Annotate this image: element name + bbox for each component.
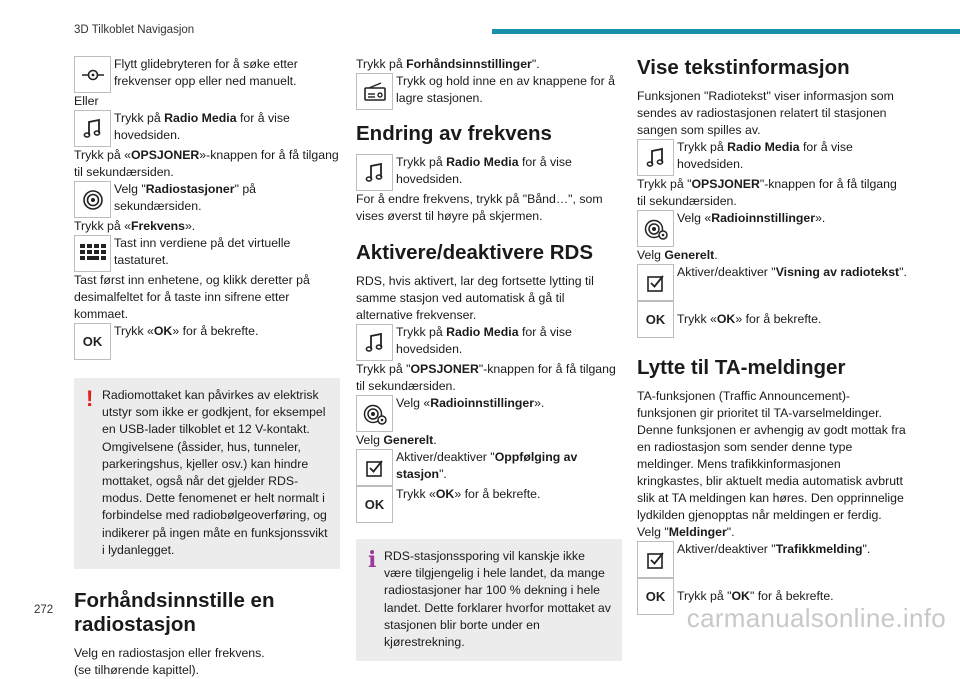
warning-text: Radiomottaket kan påvirkes av elektrisk utstyr som ikke er godkjent, for eksempel en USB-lader tilkoblet et 12 V-kontakt. Omgivelsene (åssider, hus, tunneler, parkeringshus, kjeller osv.) kan hindre mottaket, også når det gjelder RDS-modus. Dette fenomenet er helt normalt i forbindelse med radiobølgeoverføring, og indikerer på ingen måte en funksjonssvikt i lydanlegget.	[102, 388, 328, 557]
ok-button-icon: OK	[356, 486, 393, 523]
step-text: Aktiver/deaktiver "Oppfølging av stasjon".	[396, 450, 578, 481]
step-text: Trykk på Radio Media for å vise hovedsiden.	[114, 111, 290, 142]
step-text: Velg "Radiostasjoner" på sekundærsiden.	[114, 182, 257, 213]
preset-radio-icon	[356, 73, 393, 110]
step-text: Trykk på Radio Media for å vise hovedsiden.	[396, 325, 572, 356]
paragraph-general: Velg Generelt.	[356, 433, 437, 447]
step-text: Trykk på Radio Media for å vise hovedsiden.	[396, 155, 572, 186]
paragraph-or: Eller	[74, 94, 99, 108]
column-3	[637, 56, 909, 615]
column-2	[356, 56, 622, 661]
music-note-icon	[637, 139, 674, 176]
running-header: 3D Tilkoblet Navigasjon	[74, 24, 195, 36]
paragraph-see-chapter: (se tilhørende kapittel).	[74, 663, 200, 678]
step-toggle-radiotext	[637, 264, 909, 301]
step-text: Aktiver/deaktiver "Visning av radiotekst".	[677, 265, 907, 279]
info-mark-icon: i	[368, 547, 377, 573]
checkbox-icon	[356, 449, 393, 486]
music-note-icon	[356, 324, 393, 361]
section-heading-preset: Forhåndsinnstille en radiostasjon	[74, 589, 275, 637]
paragraph-band: For å endre frekvens, trykk på "Bånd…", som vises øverst til høyre på skjermen.	[356, 192, 603, 223]
step-toggle-traffic	[637, 541, 909, 578]
step-text: Trykk på Radio Media for å vise hovedsiden.	[677, 140, 853, 171]
step-radio-media	[637, 139, 909, 176]
radio-stations-icon	[74, 181, 111, 218]
step-ok	[74, 323, 340, 360]
step-slider	[74, 56, 340, 93]
ok-button-icon: OK	[637, 578, 674, 615]
step-toggle-tracking	[356, 449, 622, 486]
step-text: Tast inn verdiene på det virtuelle tastaturet.	[114, 236, 291, 267]
column-1	[74, 56, 340, 679]
header-accent-bar	[492, 29, 960, 34]
paragraph-messages: Velg "Meldinger".	[637, 525, 735, 539]
warning-note	[74, 378, 340, 569]
paragraph-frequency: Trykk på «Frekvens».	[74, 219, 196, 233]
step-text: Velg «Radioinnstillinger».	[677, 211, 826, 225]
step-radio-media	[356, 154, 622, 191]
step-store-preset	[356, 73, 622, 110]
step-text: Velg «Radioinnstillinger».	[396, 396, 545, 410]
step-radio-stations	[74, 181, 340, 218]
step-text: Trykk på "OK" for å bekrefte.	[677, 589, 834, 603]
radio-settings-icon	[637, 210, 674, 247]
paragraph-general: Velg Generelt.	[637, 248, 718, 262]
step-radio-settings	[356, 395, 622, 432]
info-note	[356, 539, 622, 661]
frequency-slider-icon	[74, 56, 111, 93]
paragraph-options: Trykk på "OPSJONER"-knappen for å få tilgang til sekundærsiden.	[356, 362, 616, 393]
info-text: RDS-stasjonssporing vil kanskje ikke være tilgjengelig i hele landet, da mange radiostasjoner har 100 % dekning i hele landet. Dette forklarer hvorfor mottaket av stasjonen blir borte under en kjørestrekning.	[384, 549, 611, 650]
step-text: Aktiver/deaktiver "Trafikkmelding".	[677, 542, 871, 556]
radio-settings-icon	[356, 395, 393, 432]
music-note-icon	[74, 110, 111, 147]
step-radio-media	[356, 324, 622, 361]
paragraph-select-station: Velg en radiostasjon eller frekvens.	[74, 646, 265, 661]
step-radio-settings	[637, 210, 909, 247]
section-heading-rds: Aktivere/deaktivere RDS	[356, 241, 594, 264]
paragraph-presets: Trykk på Forhåndsinnstillinger".	[356, 57, 540, 71]
warning-mark-icon: !	[86, 386, 94, 411]
checkbox-icon	[637, 541, 674, 578]
ok-button-icon: OK	[74, 323, 111, 360]
step-text: Trykk og hold inne en av knappene for å lagre stasjonen.	[396, 74, 615, 105]
step-text: Trykk «OK» for å bekrefte.	[396, 487, 541, 501]
paragraph-keyboard-instructions: Tast først inn enhetene, og klikk deretter på desimalfeltet for å taste inn sifrene etter kommaet.	[74, 273, 310, 321]
paragraph-options: Trykk på «OPSJONER»-knappen for å få tilgang til sekundærsiden.	[74, 148, 339, 179]
checkbox-icon	[637, 264, 674, 301]
music-note-icon	[356, 154, 393, 191]
paragraph-rds-description: RDS, hvis aktivert, lar deg fortsette lytting til samme stasjon ved automatisk å gå til alternative frekvenser.	[356, 274, 594, 322]
paragraph-options: Trykk på "OPSJONER"-knappen for å få tilgang til sekundærsiden.	[637, 177, 897, 208]
step-keyboard	[74, 235, 340, 272]
step-radio-media	[74, 110, 340, 147]
step-ok	[637, 301, 909, 338]
section-heading-frequency-change: Endring av frekvens	[356, 122, 552, 145]
page-number: 272	[34, 604, 54, 616]
section-heading-radiotext: Vise tekstinformasjon	[637, 56, 850, 79]
step-text: Flytt glidebryteren for å søke etter frekvenser opp eller ned manuelt.	[114, 57, 298, 88]
watermark: carmanualsonline.info	[686, 603, 946, 633]
paragraph-radiotext-description: Funksjonen "Radiotekst" viser informasjon som sendes av radiostasjonen relatert til stasjonen sangen som spilles av.	[637, 89, 894, 137]
virtual-keyboard-icon	[74, 235, 111, 272]
paragraph-ta-description: TA-funksjonen (Traffic Announcement)-funksjonen gir prioritet til TA-varselmeldinger. Denne funksjonen er avhengig av godt mottak fra en radiostasjon som sender denne type meldinger. Mens trafikkinformasjonen kringkastes, blir aktuelt media automatisk avbrutt slik at TA meldingen kan høres. Den opprinnelige lydkilden gjenopptas når meldingen er ferdig.	[637, 389, 906, 522]
step-text: Trykk «OK» for å bekrefte.	[114, 324, 259, 338]
ok-button-icon: OK	[637, 301, 674, 338]
step-ok	[356, 486, 622, 523]
section-heading-ta: Lytte til TA-meldinger	[637, 356, 846, 379]
step-text: Trykk «OK» for å bekrefte.	[677, 312, 822, 326]
